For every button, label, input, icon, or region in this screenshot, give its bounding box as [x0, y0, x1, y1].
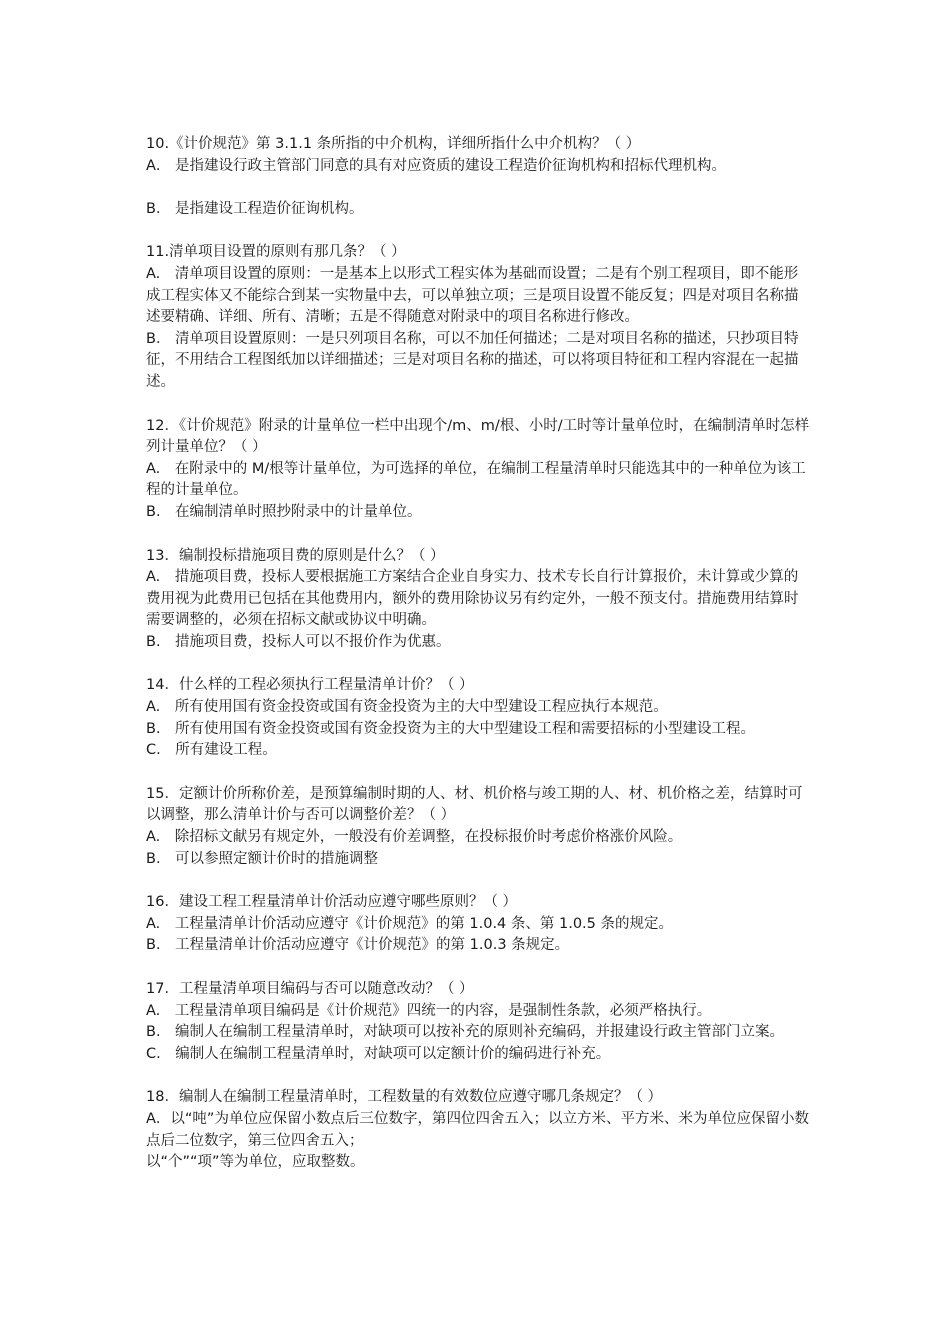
- option-b: B. 在编制清单时照抄附录中的计量单位。: [146, 503, 422, 520]
- option-a: A. 所有使用国有资金投资或国有资金投资为主的大中型建设工程应执行本规范。: [146, 699, 668, 716]
- option-b: B． 清单项目设置原则：一是只列项目名称，可以不加任何描述；二是对项目名称的描述，只抄项目特征，不用结合工程图纸加以详细描述；三是对项目名称的描述，可以将项目特征和工程内容混在一起描述。: [146, 330, 799, 390]
- option-a: A. 措施项目费，投标人要根据施工方案结合企业自身实力、技术专长自行计算报价，未计算或少算的费用视为此费用已包括在其他费用内，额外的费用除协议另有约定外，一般不预支付。措施费用结算时需要调整的，必须在招标文献或协议中明确。: [146, 569, 799, 629]
- option-a: A． 是指建设行政主管部门同意的具有对应资质的建设工程造价征询机构和招标代理机构。: [146, 157, 727, 174]
- document-page: [146, 134, 810, 1196]
- question-title: 16．建设工程工程量清单计价活动应遵守哪些原则？（ ）: [146, 894, 518, 911]
- option-continuation: 以“个”“项”等为单位，应取整数。: [146, 1154, 365, 1171]
- question-13: [146, 546, 810, 654]
- question-title: 12．《计价规范》附录的计量单位一栏中出现个/m、m/根、小时/工时等计量单位时，在编制清单时怎样列计量单位？（ ）: [146, 417, 810, 456]
- question-title: 13．编制投标措施项目费的原则是什么？（ ）: [146, 547, 445, 564]
- option-a: A. 工程量清单项目编码是《计价规范》四统一的内容，是强制性条款，必须严格执行。: [146, 1002, 712, 1019]
- question-title: 17．工程量清单项目编码与否可以随意改动？（ ）: [146, 981, 474, 997]
- blank-line: [146, 177, 810, 199]
- option-a: A. 除招标文献另有规定外，一般没有价差调整，在投标报价时考虑价格涨价风险。: [146, 829, 683, 846]
- question-18: [146, 1087, 810, 1173]
- option-b: B. 所有使用国有资金投资或国有资金投资为主的大中型建设工程和需要招标的小型建设工程。: [146, 720, 756, 737]
- option-b: B． 是指建设工程造价征询机构。: [146, 200, 364, 217]
- question-title: 18．编制人在编制工程量清单时，工程数量的有效数位应遵守哪几条规定？（ ）: [146, 1089, 663, 1106]
- option-a: A．以“吨”为单位应保留小数点后三位数字，第四位四舍五入；以立方米、平方米、米为单位应保留小数点后二位数字，第三位四舍五入；: [146, 1110, 809, 1149]
- question-12: [146, 416, 810, 524]
- question-17: [146, 979, 810, 1065]
- option-a: A. 在附录中的 M/根等计量单位，为可选择的单位，在编制工程量清单时只能选其中的一种单位为该工程的计量单位。: [146, 460, 806, 499]
- question-title: 15．定额计价所称价差，是预算编制时期的人、材、机价格与竣工期的人、材、机价格之差，结算时可以调整，那么清单计价与否可以调整价差？（ ）: [146, 785, 803, 824]
- option-c: C. 所有建设工程。: [146, 742, 277, 759]
- question-16: [146, 892, 810, 957]
- option-b: B. 可以参照定额计价时的措施调整: [146, 850, 379, 867]
- question-title: 14．什么样的工程必须执行工程量清单计价？（ ）: [146, 677, 474, 694]
- option-c: C. 编制人在编制工程量清单时，对缺项可以定额计价的编码进行补充。: [146, 1045, 611, 1062]
- option-a: A. 工程量清单计价活动应遵守《计价规范》的第 1.0.4 条、第 1.0.5 条的规定。: [146, 915, 673, 932]
- question-10: [146, 134, 810, 220]
- option-b: B. 编制人在编制工程量清单时，对缺项可以按补充的原则补充编码，并报建设行政主管部门立案。: [146, 1024, 785, 1041]
- question-15: [146, 784, 810, 870]
- option-b: B. 工程量清单计价活动应遵守《计价规范》的第 1.0.3 条规定。: [146, 937, 570, 954]
- question-11: [146, 242, 810, 393]
- question-14: [146, 675, 810, 761]
- question-title: 10.《计价规范》第 3.1.1 条所指的中介机构，详细所指什么中介机构？（ ）: [146, 136, 641, 152]
- option-b: B. 措施项目费，投标人可以不报价作为优惠。: [146, 633, 451, 650]
- option-a: A. 清单项目设置的原则：一是基本上以形式工程实体为基础而设置；二是有个别工程项目，即不能形成工程实体又不能综合到某一实物量中去，可以单独立项；三是项目设置不能反复；四是对项目名称描述要精确、详细、所有、清晰；五是不得随意对附录中的项目名称进行修改。: [146, 265, 799, 326]
- question-title: 11.清单项目设置的原则有那几条？（ ）: [146, 244, 406, 261]
